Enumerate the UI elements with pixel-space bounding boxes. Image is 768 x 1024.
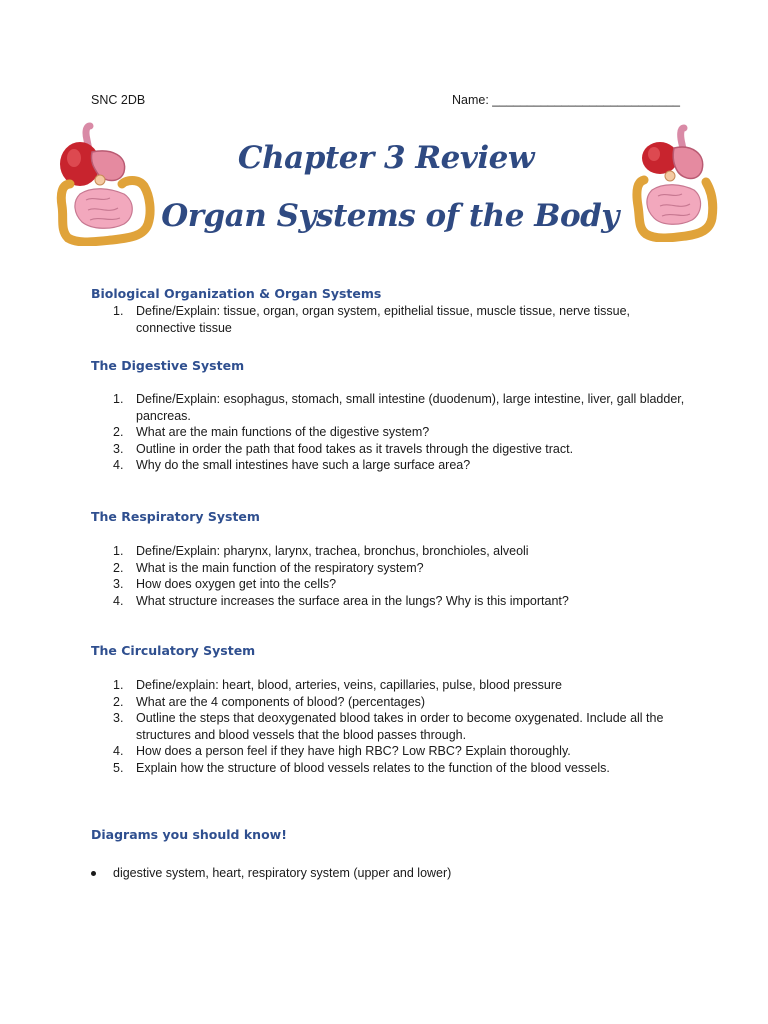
section-heading-circulatory: The Circulatory System — [91, 643, 256, 658]
bullet-icon — [91, 871, 96, 876]
question-item: 4. What structure increases the surface area in the lungs? Why is this important? — [113, 593, 569, 608]
course-code: SNC 2DB — [91, 93, 146, 107]
question-list-biological-organization — [91, 303, 691, 336]
section-heading-diagrams: Diagrams you should know! — [91, 827, 287, 842]
question-item: 5. Explain how the structure of blood vessels relates to the function of the blood vessels. — [113, 760, 610, 775]
question-item: 3. Outline in order the path that food takes as it travels through the digestive tract. — [113, 441, 574, 456]
question-item: 1. Define/Explain: pharynx, larynx, trachea, bronchus, bronchioles, alveoli — [113, 544, 529, 558]
question-list-digestive — [91, 391, 691, 474]
list-item: digestive system, heart, respiratory system (upper and lower) — [91, 865, 451, 882]
question-item: 1. Define/explain: heart, blood, arteries, veins, capillaries, pulse, blood pressure — [113, 678, 562, 692]
question-item: 4. Why do the small intestines have such a large surface area? — [113, 458, 471, 472]
question-item: 2. What are the 4 components of blood? (percentages) — [113, 694, 426, 709]
question-item: 2. What is the main function of the respiratory system? — [113, 560, 424, 575]
section-heading-biological-organization: Biological Organization & Organ Systems — [91, 286, 382, 301]
bullet-list-diagrams — [91, 865, 451, 882]
page-title-topic: Organ Systems of the Body — [161, 198, 619, 234]
question-list-circulatory — [91, 677, 691, 776]
question-item: 4. How does a person feel if they have high RBC? Low RBC? Explain thoroughly. — [113, 744, 571, 758]
page-title-chapter: Chapter 3 Review — [237, 140, 535, 176]
section-heading-digestive: The Digestive System — [91, 358, 245, 373]
question-list-respiratory — [91, 543, 691, 609]
question-item: 2. What are the main functions of the digestive system? — [113, 425, 430, 439]
section-heading-respiratory: The Respiratory System — [91, 509, 260, 524]
question-item: 3. How does oxygen get into the cells? — [113, 577, 337, 591]
question-item: 1. Define/Explain: esophagus, stomach, small intestine (duodenum), large intestine, liver, gall bladder, pancreas. — [113, 392, 685, 423]
name-field-label: Name: ___________________________ — [452, 93, 680, 107]
question-item: 3. Outline the steps that deoxygenated blood takes in order to become oxygenated. Include all the structures and blood vessels that the blood passes through. — [113, 711, 664, 742]
question-item: 1. Define/Explain: tissue, organ, organ system, epithelial tissue, muscle tissue, nerve tissue, connective tissue — [113, 304, 630, 335]
